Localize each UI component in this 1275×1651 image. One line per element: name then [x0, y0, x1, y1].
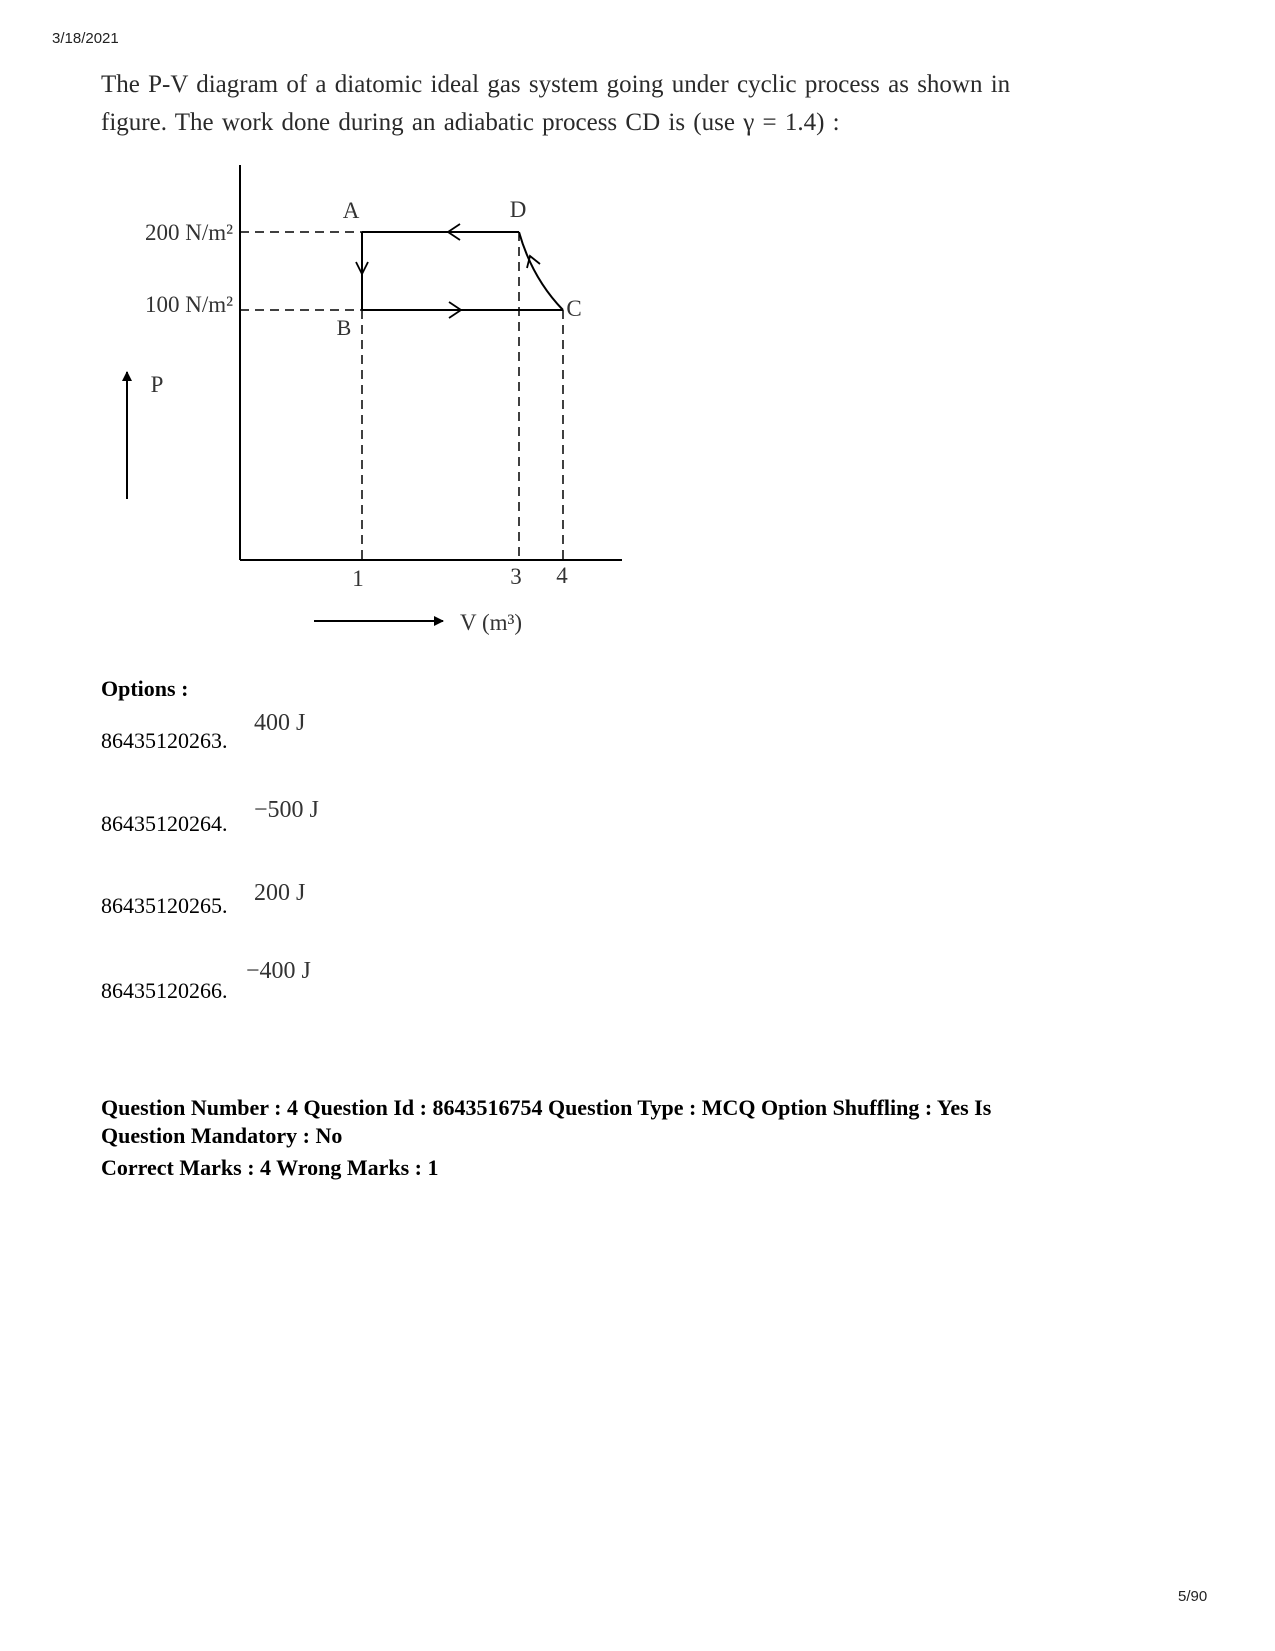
p-axis-label: P	[150, 372, 164, 397]
x-tick-3: 3	[510, 564, 522, 589]
meta-line-3: Correct Marks : 4 Wrong Marks : 1	[101, 1155, 439, 1180]
point-a-label: A	[342, 198, 360, 223]
question-line-2: figure. The work done during an adiabatic process CD is (use γ = 1.4) :	[101, 109, 840, 136]
v-axis-label: V (m³)	[460, 610, 523, 635]
y-label-200: 200 N/m²	[144, 220, 233, 245]
question-meta	[101, 1094, 1141, 1182]
option-value-4: −400 J	[246, 958, 311, 984]
option-value-3: 200 J	[254, 880, 306, 906]
point-d-label: D	[509, 197, 527, 222]
option-id-4: 86435120266.	[101, 978, 228, 1003]
options-heading: Options :	[101, 676, 189, 701]
question-line-1: The P-V diagram of a diatomic ideal gas system going under cyclic process as shown in	[101, 71, 1011, 98]
meta-line-2: Question Mandatory : No	[101, 1123, 343, 1148]
question-text	[101, 66, 1141, 142]
x-tick-1: 1	[352, 566, 364, 591]
page-number: 5/90	[1178, 1588, 1208, 1605]
arrow-cd-icon	[527, 256, 540, 268]
option-id-3: 86435120265.	[101, 893, 228, 918]
pv-diagram	[100, 160, 660, 650]
x-tick-4: 4	[556, 563, 568, 588]
meta-line-1: Question Number : 4 Question Id : 8643516754 Question Type : MCQ Option Shuffling : Yes Is	[101, 1095, 992, 1120]
point-b-label: B	[336, 315, 352, 340]
option-id-1: 86435120263.	[101, 728, 228, 753]
option-id-2: 86435120264.	[101, 811, 228, 836]
y-label-100: 100 N/m²	[144, 292, 233, 317]
point-c-label: C	[566, 296, 582, 321]
print-date: 3/18/2021	[52, 30, 119, 47]
option-value-2: −500 J	[254, 797, 319, 823]
path-cd-adiabatic	[519, 232, 563, 310]
option-value-1: 400 J	[254, 710, 306, 736]
